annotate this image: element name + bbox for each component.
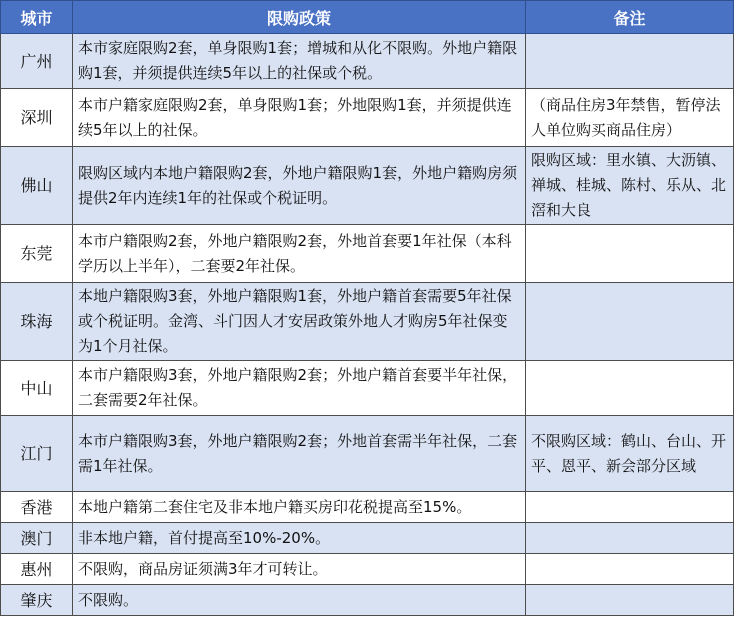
header-row [1, 1, 734, 34]
table-row [1, 554, 734, 585]
policy-cell: 不限购，商品房证须满3年才可转让。 [73, 554, 526, 585]
note-cell [526, 492, 734, 523]
table-row [1, 283, 734, 361]
note-cell [526, 225, 734, 283]
city-cell: 广州 [1, 34, 73, 89]
note-cell [526, 523, 734, 554]
city-cell: 佛山 [1, 147, 73, 225]
note-cell: 限购区域：里水镇、大沥镇、禅城、桂城、陈村、乐从、北滘和大良 [526, 147, 734, 225]
city-cell: 江门 [1, 416, 73, 492]
city-cell: 香港 [1, 492, 73, 523]
city-cell: 澳门 [1, 523, 73, 554]
header-city: 城市 [1, 1, 73, 34]
table-row [1, 492, 734, 523]
note-cell [526, 585, 734, 616]
policy-cell: 本地户籍第二套住宅及非本地户籍买房印花税提高至15%。 [73, 492, 526, 523]
note-cell [526, 34, 734, 89]
city-cell: 肇庆 [1, 585, 73, 616]
table-row [1, 225, 734, 283]
city-cell: 中山 [1, 361, 73, 416]
table-row [1, 361, 734, 416]
header-note: 备注 [526, 1, 734, 34]
note-cell [526, 283, 734, 361]
policy-cell: 不限购。 [73, 585, 526, 616]
policy-cell: 本市户籍限购3套，外地户籍限购2套；外地户籍首套要半年社保，二套需要2年社保。 [73, 361, 526, 416]
policy-cell: 本市户籍家庭限购2套，单身限购1套；外地限购1套，并须提供连续5年以上的社保。 [73, 89, 526, 147]
note-cell [526, 554, 734, 585]
city-cell: 惠州 [1, 554, 73, 585]
table-row [1, 585, 734, 616]
note-cell [526, 361, 734, 416]
policy-cell: 限购区域内本地户籍限购2套，外地户籍限购1套，外地户籍购房须提供2年内连续1年的社保或个税证明。 [73, 147, 526, 225]
table-row [1, 523, 734, 554]
note-cell: （商品住房3年禁售，暂停法人单位购买商品住房） [526, 89, 734, 147]
header-policy: 限购政策 [73, 1, 526, 34]
city-cell: 东莞 [1, 225, 73, 283]
table-row [1, 34, 734, 89]
policy-cell: 本市户籍限购2套，外地户籍限购2套，外地首套要1年社保（本科学历以上半年），二套要2年社保。 [73, 225, 526, 283]
city-cell: 珠海 [1, 283, 73, 361]
policy-cell: 本市家庭限购2套，单身限购1套；增城和从化不限购。外地户籍限购1套，并须提供连续5年以上的社保或个税。 [73, 34, 526, 89]
policy-cell: 本地户籍限购3套，外地户籍限购1套，外地户籍首套需要5年社保或个税证明。金湾、斗门因人才安居政策外地人才购房5年社保变为1个月社保。 [73, 283, 526, 361]
city-cell: 深圳 [1, 89, 73, 147]
note-cell: 不限购区域：鹤山、台山、开平、恩平、新会部分区域 [526, 416, 734, 492]
policy-cell: 本市户籍限购3套，外地户籍限购2套；外地首套需半年社保，二套需1年社保。 [73, 416, 526, 492]
table-row [1, 147, 734, 225]
table-row [1, 89, 734, 147]
policy-cell: 非本地户籍，首付提高至10%-20%。 [73, 523, 526, 554]
table-row [1, 416, 734, 492]
